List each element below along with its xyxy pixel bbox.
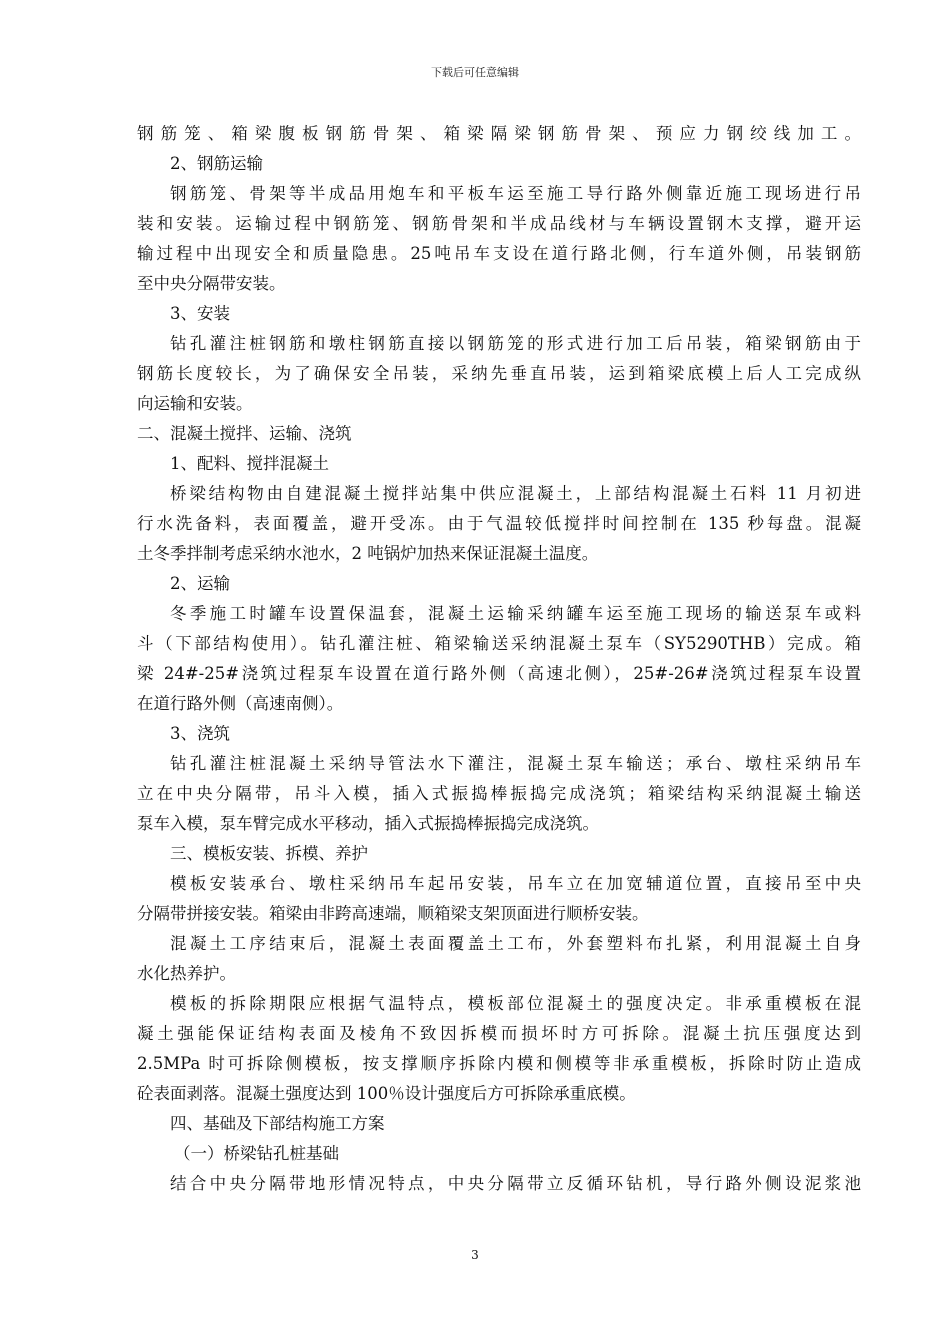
section-heading: 2、钢筋运输 bbox=[170, 154, 263, 173]
section-heading: 3、浇筑 bbox=[170, 724, 230, 743]
text-line: 砼表面剥落。混凝土强度达到 100％设计强度后方可拆除承重底模。 bbox=[137, 1084, 636, 1103]
text-line: 斗（下部结构使用）。钻孔灌注桩、箱梁输送采纳混凝土泵车（SY5290THB）完成。箱 bbox=[137, 634, 861, 653]
text-line: 2.5MPa 时可拆除侧模板，按支撑顺序拆除内模和侧模等非承重模板，拆除时防止造成 bbox=[137, 1054, 861, 1073]
text-line: 至中央分隔带安装。 bbox=[137, 274, 286, 293]
text-line: 泵车入模，泵车臂完成水平移动，插入式振捣棒振捣完成浇筑。 bbox=[137, 814, 599, 833]
document-body bbox=[137, 119, 861, 1199]
section-heading: （一）桥梁钻孔桩基础 bbox=[174, 1144, 339, 1163]
text-line: 凝土强能保证结构表面及棱角不致因拆模而损坏时方可拆除。混凝土抗压强度达到 bbox=[137, 1024, 861, 1043]
section-heading: 三、模板安装、拆模、养护 bbox=[170, 844, 368, 863]
section-heading: 3、安装 bbox=[170, 304, 230, 323]
text-line: 立在中央分隔带，吊斗入模，插入式振捣棒振捣完成浇筑；箱梁结构采纳混凝土输送 bbox=[137, 784, 861, 803]
text-line: 向运输和安装。 bbox=[137, 394, 253, 413]
text-line: 冬季施工时罐车设置保温套，混凝土运输采纳罐车运至施工现场的输送泵车或料 bbox=[170, 604, 861, 623]
page-header: 下载后可任意编辑 bbox=[431, 66, 519, 79]
text-line: 土冬季拌制考虑采纳水池水，2 吨锅炉加热来保证混凝土温度。 bbox=[137, 544, 599, 563]
text-line: 桥梁结构物由自建混凝土搅拌站集中供应混凝土，上部结构混凝土石料 11 月初进 bbox=[170, 484, 861, 503]
text-line: 结合中央分隔带地形情况特点，中央分隔带立反循环钻机，导行路外侧设泥浆池 bbox=[170, 1174, 861, 1193]
text-line: 模板安装承台、墩柱采纳吊车起吊安装，吊车立在加宽辅道位置，直接吊至中央 bbox=[170, 874, 861, 893]
text-line: 分隔带拼接安装。箱梁由非跨高速端，顺箱梁支架顶面进行顺桥安装。 bbox=[137, 904, 649, 923]
text-line: 钢筋笼、骨架等半成品用炮车和平板车运至施工导行路外侧靠近施工现场进行吊 bbox=[170, 184, 861, 203]
text-line: 钢筋笼、箱梁腹板钢筋骨架、箱梁隔梁钢筋骨架、预应力钢绞线加工。 bbox=[137, 124, 861, 143]
section-heading: 四、基础及下部结构施工方案 bbox=[170, 1114, 385, 1133]
text-line: 水化热养护。 bbox=[137, 964, 236, 983]
text-line: 模板的拆除期限应根据气温特点，模板部位混凝土的强度决定。非承重模板在混 bbox=[170, 994, 861, 1013]
text-line: 钻孔灌注桩混凝土采纳导管法水下灌注，混凝土泵车输送；承台、墩柱采纳吊车 bbox=[170, 754, 861, 773]
text-line: 行水洗备料，表面覆盖，避开受冻。由于气温较低搅拌时间控制在 135 秒每盘。混凝 bbox=[137, 514, 861, 533]
text-line: 梁 24#-25#浇筑过程泵车设置在道行路外侧（高速北侧），25#-26#浇筑过程泵车设置 bbox=[137, 664, 861, 683]
text-line: 钢筋长度较长，为了确保安全吊装，采纳先垂直吊装，运到箱梁底模上后人工完成纵 bbox=[137, 364, 861, 383]
text-line: 装和安装。运输过程中钢筋笼、钢筋骨架和半成品线材与车辆设置钢木支撑，避开运 bbox=[137, 214, 861, 233]
page-number: 3 bbox=[471, 1248, 479, 1262]
section-heading: 二、混凝土搅拌、运输、浇筑 bbox=[137, 424, 352, 443]
section-heading: 1、配料、搅拌混凝土 bbox=[170, 454, 329, 473]
text-line: 钻孔灌注桩钢筋和墩柱钢筋直接以钢筋笼的形式进行加工后吊装，箱梁钢筋由于 bbox=[170, 334, 861, 353]
text-line: 在道行路外侧（高速南侧）。 bbox=[137, 694, 344, 713]
text-line: 混凝土工序结束后，混凝土表面覆盖土工布，外套塑料布扎紧，利用混凝土自身 bbox=[170, 934, 861, 953]
section-heading: 2、运输 bbox=[170, 574, 230, 593]
text-line: 输过程中出现安全和质量隐患。25吨吊车支设在道行路北侧，行车道外侧，吊装钢筋 bbox=[137, 244, 861, 263]
